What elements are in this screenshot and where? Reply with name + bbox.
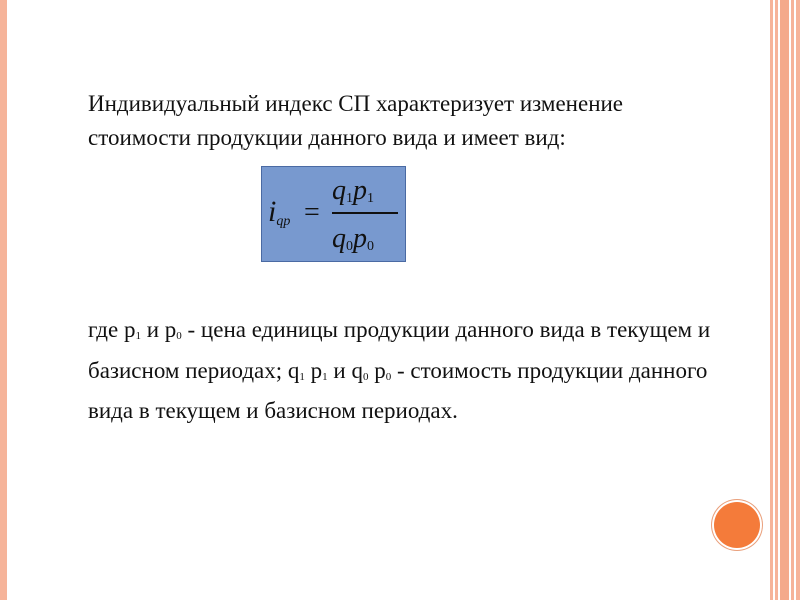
formula-equals: = (304, 197, 320, 228)
right-decorative-stripes (770, 0, 800, 600)
formula-numerator: $q_1p_1$ (332, 175, 374, 206)
formula-denominator: $q_0p_0$ (332, 223, 374, 254)
explanation-paragraph: где р1 и р0 - цена единицы продукции данного вида в текущем и базисном периодах; q1 р1 и q0 р0 - стоимость продукции данного вида в текущем и базисном периодах. (88, 317, 711, 423)
orange-circle-decoration (712, 500, 762, 550)
formula-lhs: $i_{qp}$ (268, 195, 291, 229)
left-frame-stripe (0, 0, 7, 600)
fraction-bar (332, 212, 398, 214)
index-formula (261, 166, 406, 262)
intro-paragraph: Индивидуальный индекс СП характеризует изменение стоимости продукции данного вида и имеет вид: (88, 91, 624, 150)
